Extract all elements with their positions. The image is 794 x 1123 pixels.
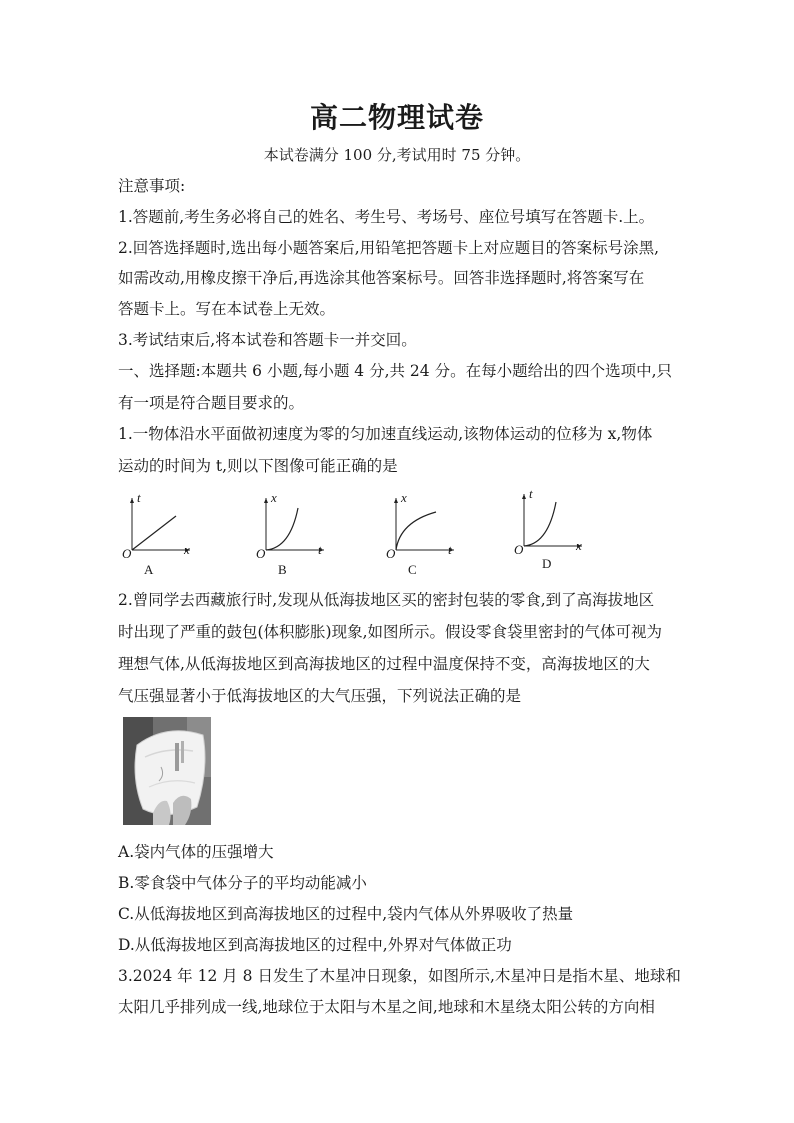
graph-d-y-label: t <box>529 486 533 501</box>
q2-line-4: 气压强显著小于低海拔地区的大气压强，下列说法正确的是 <box>118 687 522 705</box>
exam-subtitle: 本试卷满分 100 分,考试用时 75 分钟。 <box>263 146 531 164</box>
q2-option-a: A.袋内气体的压强增大 <box>118 843 274 861</box>
graph-a-x-label: x <box>184 542 190 557</box>
graph-option-c <box>386 490 458 577</box>
note-item-2-line-3: 答题卡上。写在本试卷上无效。 <box>118 300 336 318</box>
notes-heading: 注意事项: <box>118 177 186 195</box>
q3-line-1: 3.2024 年 12 月 8 日发生了木星冲日现象，如图所示,木星冲日是指木星、地球和 <box>118 967 681 985</box>
graph-c-origin: O <box>386 546 396 561</box>
section-1-line-2: 有一项是符合题目要求的。 <box>118 394 305 412</box>
note-item-2-line-2: 如需改动,用橡皮擦干净后,再选涂其他答案标号。回答非选择题时,将答案写在 <box>118 269 645 287</box>
graph-b-origin: O <box>256 546 266 561</box>
snack-bag-photo <box>123 717 211 825</box>
graph-a-option-label: A <box>144 562 154 577</box>
graph-option-d <box>514 486 586 571</box>
graph-c-x-label: t <box>448 542 452 557</box>
graph-a-origin: O <box>122 546 132 561</box>
q2-option-b: B.零食袋中气体分子的平均动能减小 <box>118 874 367 892</box>
graph-a-y-label: t <box>137 490 141 505</box>
q1-line-1: 1.一物体沿水平面做初速度为零的匀加速直线运动,该物体运动的位移为 x,物体 <box>118 425 653 443</box>
q2-line-3: 理想气体,从低海拔地区到高海拔地区的过程中温度保持不变，高海拔地区的大 <box>118 655 650 673</box>
graph-b-curve <box>266 508 298 550</box>
page-title: 高二物理试卷 <box>309 101 484 134</box>
q2-option-c: C.从低海拔地区到高海拔地区的过程中,袋内气体从外界吸收了热量 <box>118 905 574 923</box>
graph-c-y-label: x <box>401 490 407 505</box>
section-1-line-1: 一、选择题:本题共 6 小题,每小题 4 分,共 24 分。在每小题给出的四个选项中,只 <box>118 362 673 380</box>
graph-c-option-label: C <box>408 562 417 577</box>
graph-d-option-label: D <box>542 556 552 571</box>
graph-option-b <box>256 490 328 577</box>
q1-line-2: 运动的时间为 t,则以下图像可能正确的是 <box>118 457 398 475</box>
graph-d-curve <box>524 502 556 546</box>
note-item-2-line-1: 2.回答选择题时,选出每小题答案后,用铅笔把答题卡上对应题目的答案标号涂黑, <box>118 239 660 257</box>
graph-c-curve <box>396 512 436 550</box>
q2-line-2: 时出现了严重的鼓包(体积膨胀)现象,如图所示。假设零食袋里密封的气体可视为 <box>118 623 663 641</box>
graph-d-x-label: x <box>576 538 582 553</box>
graph-b-y-label: x <box>271 490 277 505</box>
graph-option-a <box>122 490 194 577</box>
q3-line-2: 太阳几乎排列成一线,地球位于太阳与木星之间,地球和木星绕太阳公转的方向相 <box>118 998 655 1016</box>
graph-a-curve <box>132 516 176 550</box>
note-item-3: 3.考试结束后,将本试卷和答题卡一并交回。 <box>118 331 417 349</box>
q2-option-d: D.从低海拔地区到高海拔地区的过程中,外界对气体做正功 <box>118 936 512 954</box>
q2-line-1: 2.曾同学去西藏旅行时,发现从低海拔地区买的密封包装的零食,到了高海拔地区 <box>118 591 655 609</box>
graph-b-option-label: B <box>278 562 287 577</box>
graph-d-origin: O <box>514 542 524 557</box>
graph-b-x-label: t <box>318 542 322 557</box>
note-item-1: 1.答题前,考生务必将自己的姓名、考生号、考场号、座位号填写在答题卡.上。 <box>118 208 655 226</box>
